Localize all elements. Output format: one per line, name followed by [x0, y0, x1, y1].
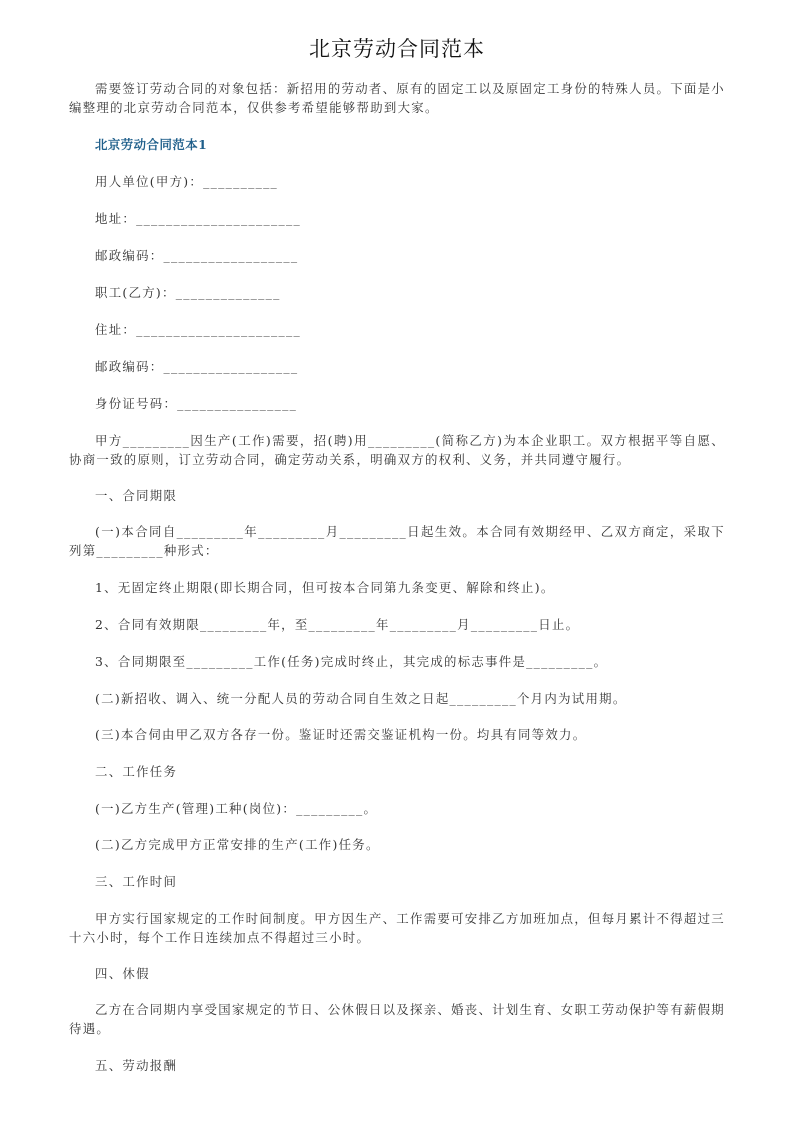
heading-working-hours: 三、工作时间 — [95, 874, 178, 889]
contract-term-option-3: 3、合同期限至_________工作(任务)完成时终止，其完成的标志事件是_________。 — [95, 654, 608, 669]
working-hours-paragraph: 甲方实行国家规定的工作时间制度。甲方因生产、工作需要可安排乙方加班加点，但每月累计不得超过三十六小时，每个工作日连续加点不得超过三小时。 — [69, 911, 725, 945]
work-tasks-clause-1: (一)乙方生产(管理)工种(岗位)：_________。 — [95, 801, 378, 816]
contract-term-clause-2: (二)新招收、调入、统一分配人员的劳动合同自生效之日起_________个月内为试用期。 — [95, 691, 627, 706]
field-id-number: 身份证号码：________________ — [95, 396, 298, 411]
intro-paragraph: 需要签订劳动合同的对象包括：新招用的劳动者、原有的固定工以及原固定工身份的特殊人员。下面是小编整理的北京劳动合同范本，仅供参考希望能够帮助到大家。 — [69, 81, 725, 115]
field-postcode-employer: 邮政编码：__________________ — [95, 248, 299, 263]
field-postcode-employee: 邮政编码：__________________ — [95, 359, 299, 374]
field-address-employer: 地址：______________________ — [95, 211, 301, 226]
heading-contract-term: 一、合同期限 — [95, 488, 178, 503]
preamble-paragraph: 甲方_________因生产(工作)需要，招(聘)用_________(简称乙方)为本企业职工。双方根据平等自愿、协商一致的原则，订立劳动合同，确定劳动关系，明确双方的权利、义务，并共同遵守履行。 — [69, 433, 725, 467]
document-title: 北京劳动合同范本 — [309, 37, 485, 61]
field-employee: 职工(乙方)：______________ — [95, 285, 281, 300]
contract-term-clause-3: (三)本合伺由甲乙双方各存一份。鉴证时还需交鉴证机构一份。均具有同等效力。 — [95, 727, 587, 742]
contract-term-option-2: 2、合同有效期限_________年，至_________年_________月_________日止。 — [95, 617, 580, 632]
field-employer: 用人单位(甲方)：__________ — [95, 174, 279, 189]
contract-term-clause-1: (一)本合同自_________年_________月_________日起生效。本合同有效期经甲、乙双方商定，采取下列第_________种形式： — [69, 524, 725, 558]
heading-work-tasks: 二、工作任务 — [95, 764, 178, 779]
field-address-employee: 住址：______________________ — [95, 322, 301, 337]
heading-remuneration: 五、劳动报酬 — [95, 1058, 178, 1073]
contract-term-option-1: 1、无固定终止期限(即长期合同，但可按本合同第九条变更、解除和终止)。 — [95, 580, 555, 595]
section-title: 北京劳动合同范本1 — [95, 137, 208, 152]
work-tasks-clause-2: (二)乙方完成甲方正常安排的生产(工作)任务。 — [95, 837, 380, 852]
vacation-paragraph: 乙方在合同期内享受国家规定的节日、公休假日以及探亲、婚丧、计划生育、女职工劳动保护等有薪假期待遇。 — [69, 1002, 725, 1036]
heading-vacation: 四、休假 — [95, 966, 150, 981]
